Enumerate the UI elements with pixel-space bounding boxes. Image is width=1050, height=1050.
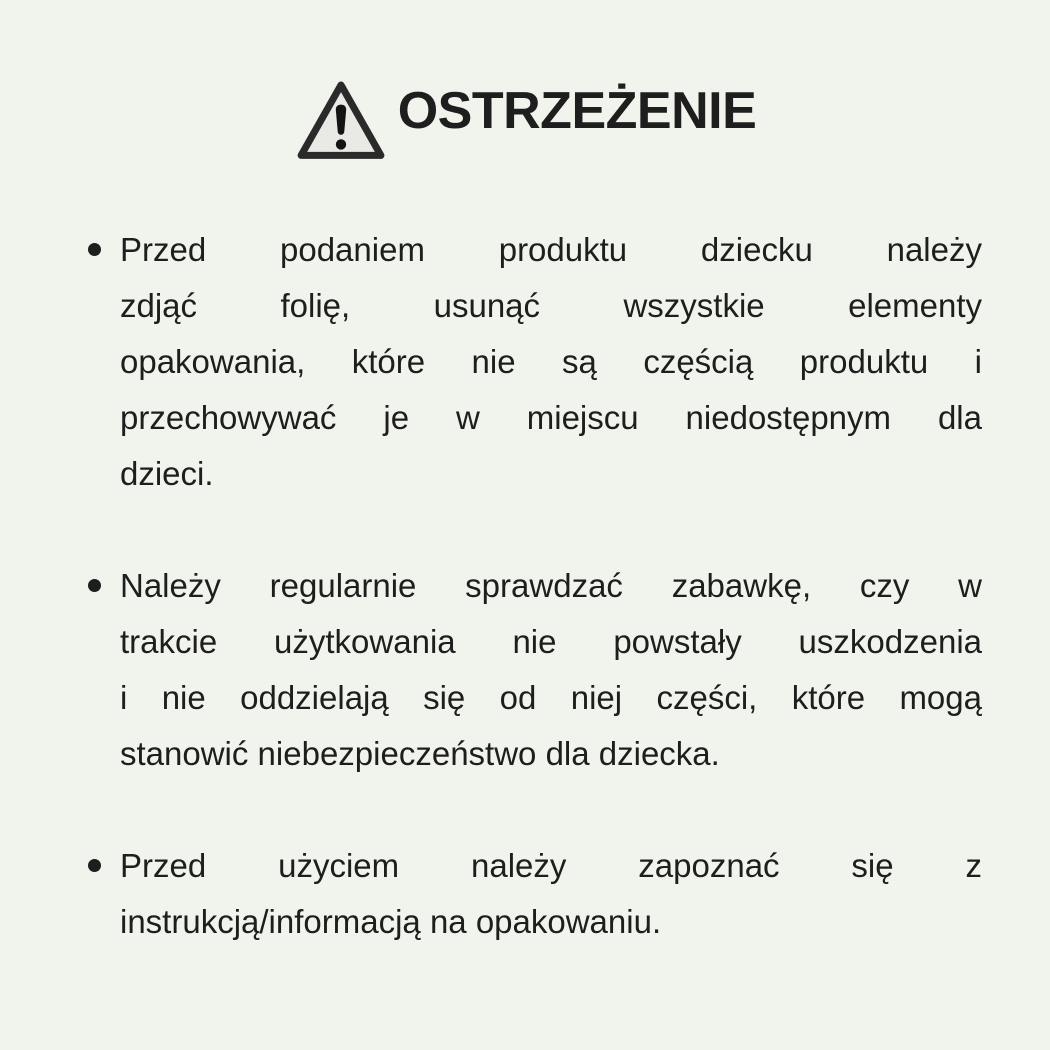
- bullet-text-line: dzieci.: [120, 455, 214, 492]
- bullet-text-line: instrukcją/informacją na opakowaniu.: [120, 903, 662, 940]
- bullet-dot-icon: [88, 859, 101, 872]
- warning-list: [88, 222, 982, 950]
- bullet-text-line: trakcie użytkowania nie powstały uszkodzenia: [120, 623, 982, 660]
- bullet-text-line: Należy regularnie sprawdzać zabawkę, czy w: [120, 567, 982, 604]
- bullet-text-line: zdjąć folię, usunąć wszystkie elementy: [120, 287, 982, 324]
- bullet-text-line: stanowić niebezpieczeństwo dla dziecka.: [120, 735, 720, 772]
- warning-triangle-icon: [294, 78, 388, 164]
- bullet-text-line: i nie oddzielają się od niej części, które mogą: [120, 679, 982, 716]
- bullet-text: [120, 222, 982, 502]
- bullet-item: [88, 222, 982, 502]
- bullet-item: [88, 558, 982, 782]
- bullet-item: [88, 838, 982, 950]
- bullet-text-line: opakowania, które nie są częścią produktu i: [120, 343, 982, 380]
- bullet-text-line: przechowywać je w miejscu niedostępnym dla: [120, 399, 982, 436]
- bullet-text: [120, 838, 982, 950]
- bullet-text: [120, 558, 982, 782]
- bullet-dot-icon: [88, 243, 101, 256]
- warning-header: [0, 0, 1050, 160]
- bullet-text-line: Przed użyciem należy zapoznać się z: [120, 847, 982, 884]
- warning-title: OSTRZEŻENIE: [397, 82, 757, 140]
- bullet-text-line: Przed podaniem produktu dziecku należy: [120, 231, 982, 268]
- bullet-dot-icon: [88, 579, 101, 592]
